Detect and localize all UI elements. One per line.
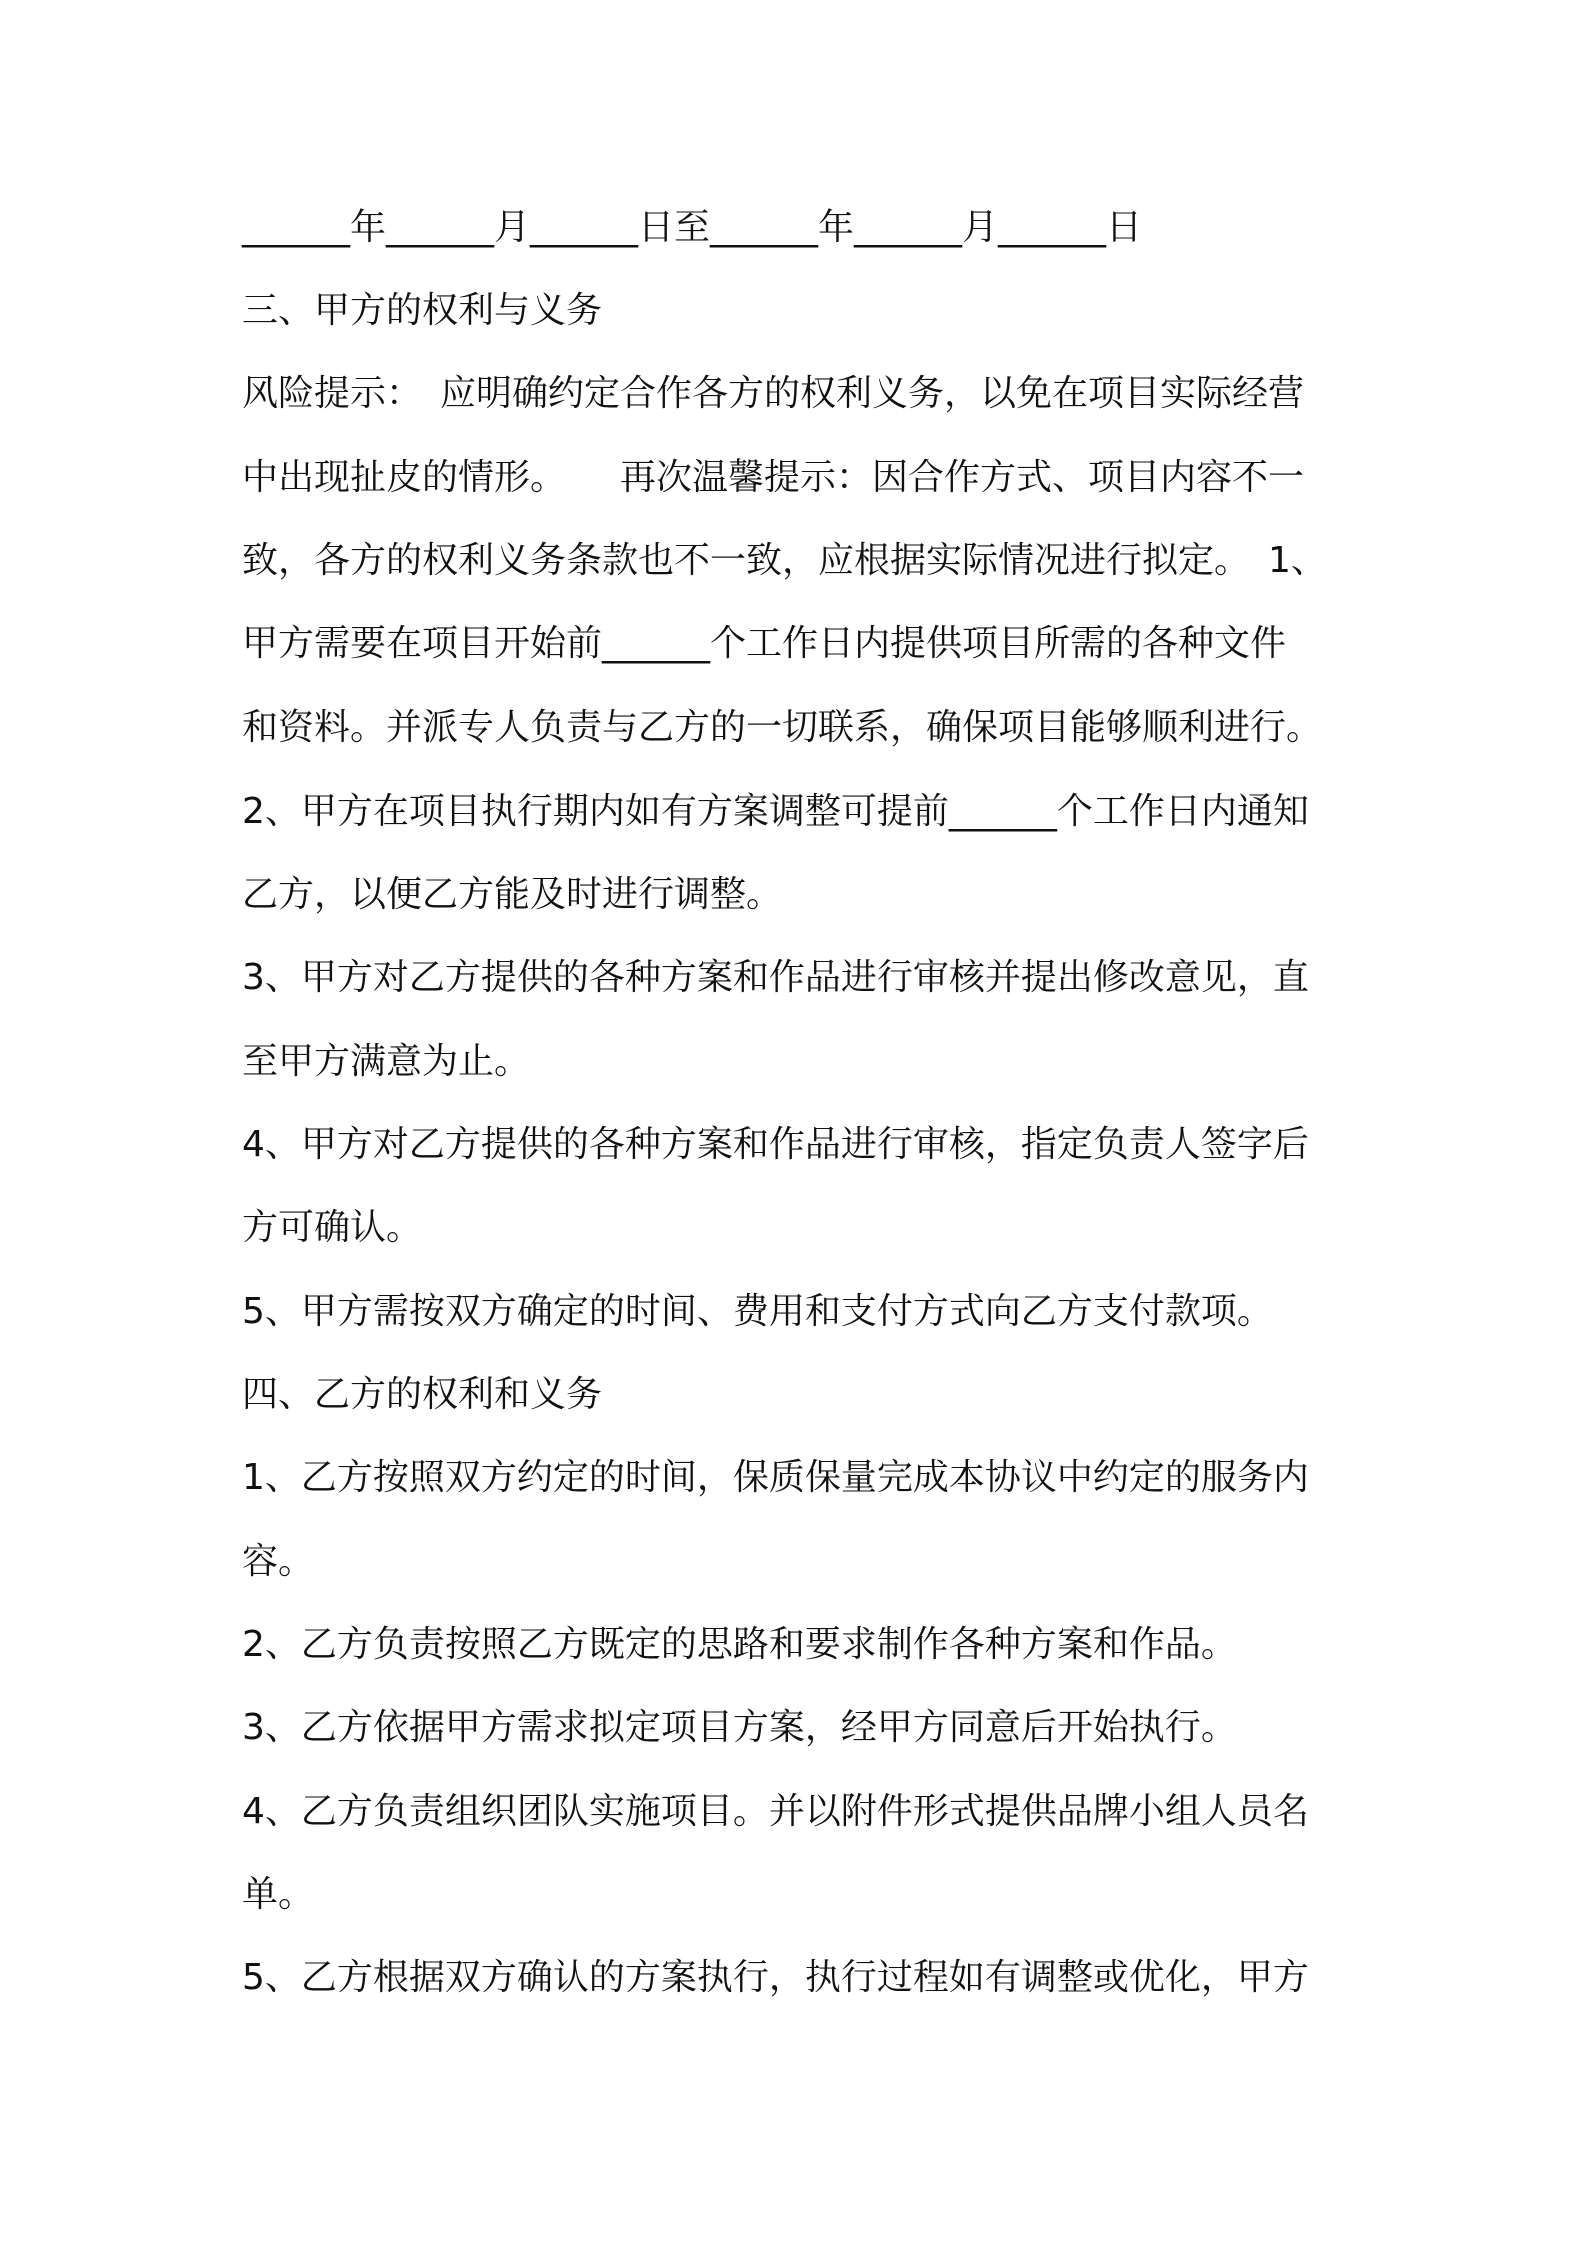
text-line: 3、甲方对乙方提供的各种方案和作品进行审核并提出修改意见，直 bbox=[242, 957, 1309, 998]
text-line: 3、乙方依据甲方需求拟定项目方案，经甲方同意后开始执行。 bbox=[242, 1707, 1237, 1748]
text-line: 5、甲方需按双方确定的时间、费用和支付方式向乙方支付款项。 bbox=[242, 1291, 1273, 1332]
text-line: 和资料。并派专人负责与乙方的一切联系，确保项目能够顺利进行。 bbox=[242, 707, 1323, 748]
text-line: 5、乙方根据双方确认的方案执行，执行过程如有调整或优化，甲方 bbox=[242, 1957, 1309, 1998]
text-line: 2、甲方在项目执行期内如有方案调整可提前______个工作日内通知 bbox=[242, 791, 1309, 832]
text-line: 4、甲方对乙方提供的各种方案和作品进行审核，指定负责人签字后 bbox=[242, 1124, 1309, 1165]
text-line: 乙方，以便乙方能及时进行调整。 bbox=[242, 874, 783, 915]
text-line: 甲方需要在项目开始前______个工作日内提供项目所需的各种文件 bbox=[242, 623, 1287, 664]
text-line: 中出现扯皮的情形。 再次温馨提示：因合作方式、项目内容不一 bbox=[242, 457, 1305, 498]
section-heading-party-b: 四、乙方的权利和义务 bbox=[242, 1374, 603, 1415]
date-range-line: ______年______月______日至______年______月______日 bbox=[242, 207, 1142, 248]
text-line: 容。 bbox=[242, 1541, 315, 1582]
text-line: 至甲方满意为止。 bbox=[242, 1041, 531, 1082]
text-line: 2、乙方负责按照乙方既定的思路和要求制作各种方案和作品。 bbox=[242, 1624, 1237, 1665]
text-line: 单。 bbox=[242, 1874, 315, 1915]
text-line: 致，各方的权利义务条款也不一致，应根据实际情况进行拟定。 1、 bbox=[242, 540, 1327, 581]
text-line: 1、乙方按照双方约定的时间，保质保量完成本协议中约定的服务内 bbox=[242, 1457, 1309, 1498]
text-line: 方可确认。 bbox=[242, 1207, 423, 1248]
section-heading-party-a: 三、甲方的权利与义务 bbox=[242, 290, 603, 331]
text-line: 4、乙方负责组织团队实施项目。并以附件形式提供品牌小组人员名 bbox=[242, 1791, 1309, 1832]
text-line: 风险提示： 应明确约定合作各方的权利义务，以免在项目实际经营 bbox=[242, 373, 1305, 414]
